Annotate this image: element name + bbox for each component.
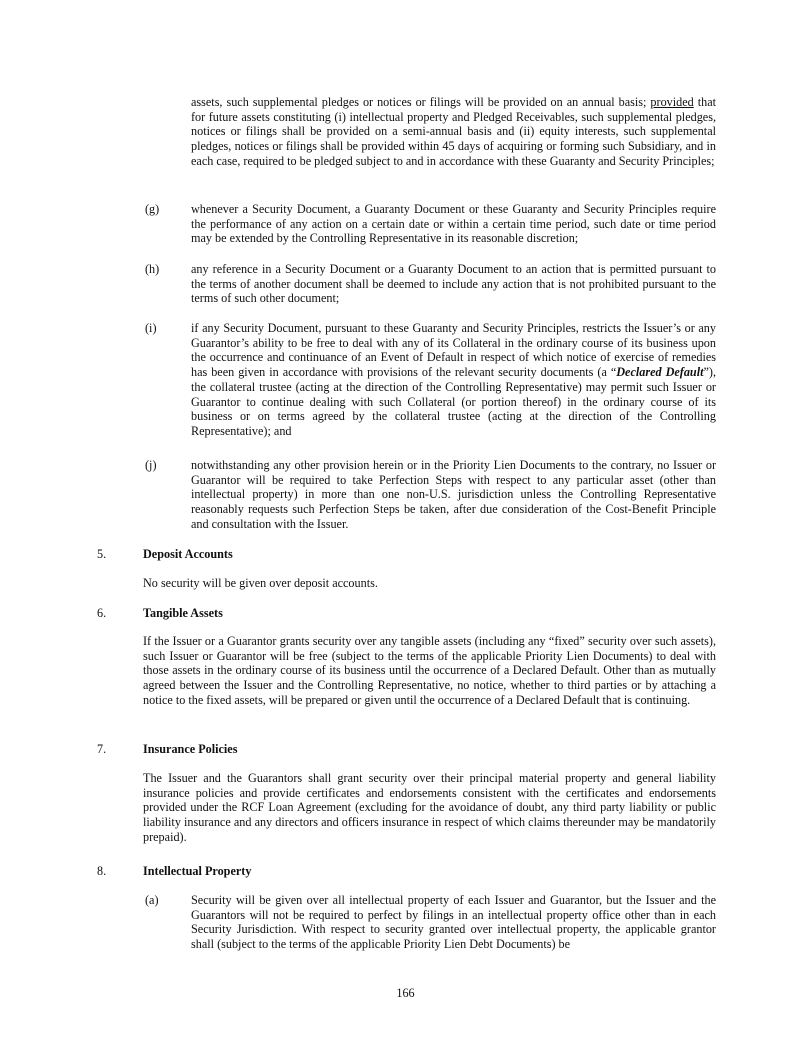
section-5-number: 5. xyxy=(97,547,107,561)
section-7-text: The Issuer and the Guarantors shall grant security over their principal material property and general liability insurance policies and provide certificates and endorsements consistent with the certificates and endorsements provided under the RCF Loan Agreement (excluding for the avoidance of doubt, any third party liability or public liability insurance and any directors and officers insurance in respect of which claims thereunder may be mandatorily prepaid). xyxy=(143,771,716,844)
continued-paragraph xyxy=(191,95,716,169)
section-6-number: 6. xyxy=(97,606,107,620)
section-5-heading: Deposit Accounts xyxy=(143,547,233,561)
item-i-text-part2: ”), the collateral trustee (acting at the direction of the Controlling Representative) may permit such Issuer or Guarantor to continue dealing with such Collateral (or portion thereof) in the ordinary course of its business or on terms agreed by the collateral trustee (acting at the direction of the Controlling Representative); and xyxy=(191,365,716,438)
declared-default-term: Declared Default xyxy=(616,365,704,380)
page-number: 166 xyxy=(396,986,415,1000)
section-6-heading: Tangible Assets xyxy=(143,606,223,620)
item-j-label: (j) xyxy=(145,458,157,472)
item-i-text-part1: if any Security Document, pursuant to these Guaranty and Security Principles, restricts the Issuer’s or any Guarantor’s ability to be free to deal with any of its Collateral in the ordinary course of its business upon the occurrence and continuance of an Event of Default in respect of which notice of exercise of remedies has been given in accordance with provisions of the relevant security documents (a “ xyxy=(191,321,716,380)
section-7-number: 7. xyxy=(97,742,107,756)
item-h-text: any reference in a Security Document or a Guaranty Document to an action that is permitted pursuant to the terms of another document shall be deemed to include any action that is not prohibited pursuant to the terms of such other document; xyxy=(191,262,716,306)
section-8-item-a-text: Security will be given over all intellectual property of each Issuer and Guarantor, but the Issuer and the Guarantors will not be required to perfect by filings in an intellectual property office other than in each Security Jurisdiction. With respect to security granted over intellectual property, the applicable grantor shall (subject to the terms of the applicable Priority Lien Debt Documents) be xyxy=(191,893,716,952)
section-8-heading: Intellectual Property xyxy=(143,864,252,878)
section-5-text: No security will be given over deposit accounts. xyxy=(143,576,378,590)
section-8-item-a-label: (a) xyxy=(145,893,159,907)
continued-text-part1: assets, such supplemental pledges or notices or filings will be provided on an annual basis; xyxy=(191,95,651,109)
item-g-label: (g) xyxy=(145,202,160,216)
item-g-text: whenever a Security Document, a Guaranty Document or these Guaranty and Security Principles require the performance of any action on a certain date or within a certain time period, such date or time period may be extended by the Controlling Representative in its reasonable discretion; xyxy=(191,202,716,246)
section-7-heading: Insurance Policies xyxy=(143,742,238,756)
provided-underlined: provided xyxy=(650,95,694,109)
section-8-number: 8. xyxy=(97,864,107,878)
item-i-label: (i) xyxy=(145,321,157,335)
section-6-text: If the Issuer or a Guarantor grants security over any tangible assets (including any “fixed” security over such assets), such Issuer or Guarantor will be free (subject to the terms of the applicable Priority Lien Documents) to deal with those assets in the ordinary course of its business until the occurrence of a Declared Default. Other than as mutually agreed between the Issuer and the Controlling Representative, no notice, whether to third parties or by attaching a notice to the fixed assets, will be prepared or given until the occurrence of a Declared Default that is continuing. xyxy=(143,634,716,707)
item-i-text xyxy=(191,321,716,439)
item-j-text: notwithstanding any other provision herein or in the Priority Lien Documents to the contrary, no Issuer or Guarantor will be required to take Perfection Steps with respect to any particular asset (other than intellectual property) in more than one non-U.S. jurisdiction unless the Controlling Representative reasonably requests such Perfection Steps be taken, after due consideration of the Cost-Benefit Principle and consultation with the Issuer. xyxy=(191,458,716,531)
item-h-label: (h) xyxy=(145,262,160,276)
continued-text-part2: that for future assets constituting (i) intellectual property and Pledged Receivables, such supplemental pledges, notices or filings shall be provided on a semi-annual basis and (ii) equity interests, such supplemental pledges, notices or filings shall be provided within 45 days of acquiring or forming such Subsidiary, and in each case, required to be pledged subject to and in accordance with these Guaranty and Security Principles; xyxy=(191,95,717,168)
